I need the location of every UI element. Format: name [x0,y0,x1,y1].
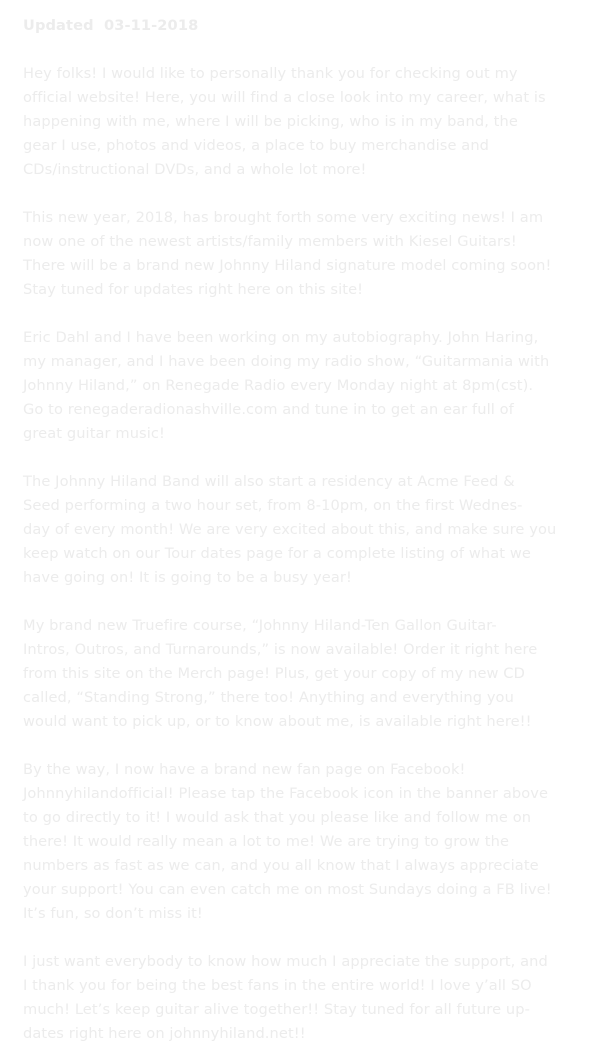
text-line: much! Let’s keep guitar alive together!! Stay tuned for all future up- [23,1001,530,1018]
text-line: official website! Here, you will find a close look into my career, what is [23,89,546,106]
text-line: It’s fun, so don’t miss it! [23,905,203,922]
text-line: CDs/instructional DVDs, and a whole lot more! [23,161,367,178]
paragraph-intro [23,62,583,182]
paragraph-kiesel-news [23,206,583,302]
text-line: Johnny Hiland,” on Renegade Radio every Monday night at 8pm(cst). [23,377,534,394]
text-line: called, “Standing Strong,” there too! Anything and everything you [23,689,514,706]
text-line: numbers as fast as we can, and you all know that I always appreciate [23,857,539,874]
text-line: dates right here on johnnyhiland.net!! [23,1025,306,1042]
text-line: I thank you for being the best fans in the entire world! I love y’all SO [23,977,532,994]
text-line: I just want everybody to know how much I appreciate the support, and [23,953,548,970]
text-line: my manager, and I have been doing my radio show, “Guitarmania with [23,353,550,370]
paragraph-residency [23,470,583,590]
paragraph-facebook [23,758,583,926]
text-line: My brand new Truefire course, “Johnny Hiland-Ten Gallon Guitar- [23,617,497,634]
text-line: great guitar music! [23,425,165,442]
paragraph-autobiography-radio [23,326,583,446]
text-line: Eric Dahl and I have been working on my autobiography. John Haring, [23,329,539,346]
text-line: day of every month! We are very excited about this, and make sure you [23,521,557,538]
paragraph-thank-you [23,950,583,1046]
text-line: keep watch on our Tour dates page for a complete listing of what we [23,545,531,562]
text-line: gear I use, photos and videos, a place to buy merchandise and [23,137,490,154]
text-line: Intros, Outros, and Turnarounds,” is now available! Order it right here [23,641,538,658]
news-article [23,14,583,1046]
text-line: happening with me, where I will be picking, who is in my band, the [23,113,518,130]
text-line: Go to renegaderadionashville.com and tune in to get an ear full of [23,401,514,418]
text-line: have going on! It is going to be a busy year! [23,569,352,586]
text-line: By the way, I now have a brand new fan page on Facebook! [23,761,466,778]
text-line: your support! You can even catch me on most Sundays doing a FB live! [23,881,552,898]
text-line: now one of the newest artists/family members with Kiesel Guitars! [23,233,517,250]
text-line: from this site on the Merch page! Plus, get your copy of my new CD [23,665,525,682]
text-line: Stay tuned for updates right here on this site! [23,281,364,298]
text-line: The Johnny Hiland Band will also start a residency at Acme Feed & [23,473,515,490]
text-line: There will be a brand new Johnny Hiland signature model coming soon! [23,257,552,274]
text-line: Seed performing a two hour set, from 8-10pm, on the first Wednes- [23,497,523,514]
text-line: would want to pick up, or to know about me, is available right here!! [23,713,532,730]
updated-date: Updated 03-11-2018 [23,17,199,34]
text-line: Hey folks! I would like to personally thank you for checking out my [23,65,518,82]
text-line: to go directly to it! I would ask that you please like and follow me on [23,809,532,826]
text-line: Johnnyhilandofficial! Please tap the Facebook icon in the banner above [23,785,549,802]
text-line: This new year, 2018, has brought forth some very exciting news! I am [23,209,544,226]
text-line: there! It would really mean a lot to me! We are trying to grow the [23,833,510,850]
paragraph-truefire-course [23,614,583,734]
